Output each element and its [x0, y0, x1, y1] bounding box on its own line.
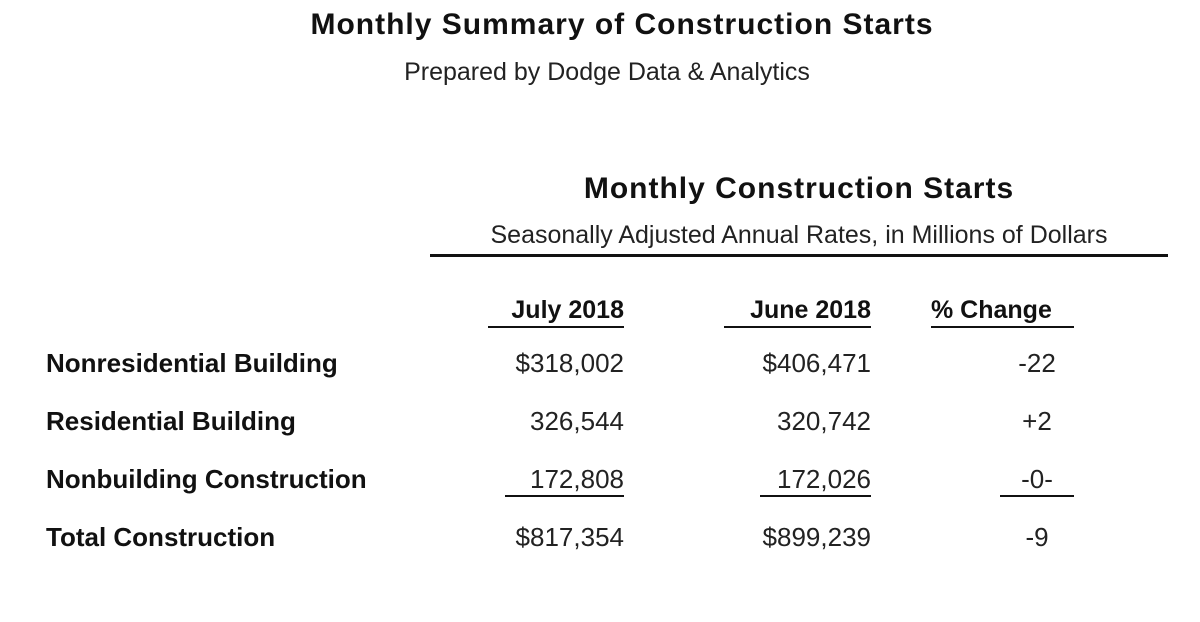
- column-header-percent-change: % Change: [931, 296, 1074, 328]
- page-subtitle: Prepared by Dodge Data & Analytics: [404, 58, 810, 86]
- cell-change: -9: [1025, 522, 1049, 552]
- row-label: Total Construction: [46, 522, 276, 552]
- column-header-june-2018: June 2018: [724, 296, 871, 328]
- page-title: Monthly Summary of Construction Starts: [310, 8, 934, 41]
- cell-july: $318,002: [515, 348, 624, 378]
- row-label: Nonresidential Building: [46, 348, 338, 378]
- cell-june: $899,239: [762, 522, 871, 552]
- cell-july: 326,544: [530, 406, 624, 436]
- cell-change: -22: [1018, 348, 1056, 378]
- table-subtitle: Seasonally Adjusted Annual Rates, in Millions of Dollars: [430, 221, 1168, 257]
- cell-july: $817,354: [515, 522, 624, 552]
- row-label: Residential Building: [46, 406, 296, 436]
- cell-june: 320,742: [777, 406, 871, 436]
- cell-change: +2: [1022, 406, 1052, 436]
- row-label: Nonbuilding Construction: [46, 464, 367, 494]
- cell-june: $406,471: [762, 348, 871, 378]
- cell-june: 172,026: [760, 464, 871, 497]
- table-title: Monthly Construction Starts: [583, 172, 1015, 205]
- cell-change: -0-: [1000, 464, 1074, 497]
- column-header-july-2018: July 2018: [488, 296, 624, 328]
- cell-july: 172,808: [505, 464, 624, 497]
